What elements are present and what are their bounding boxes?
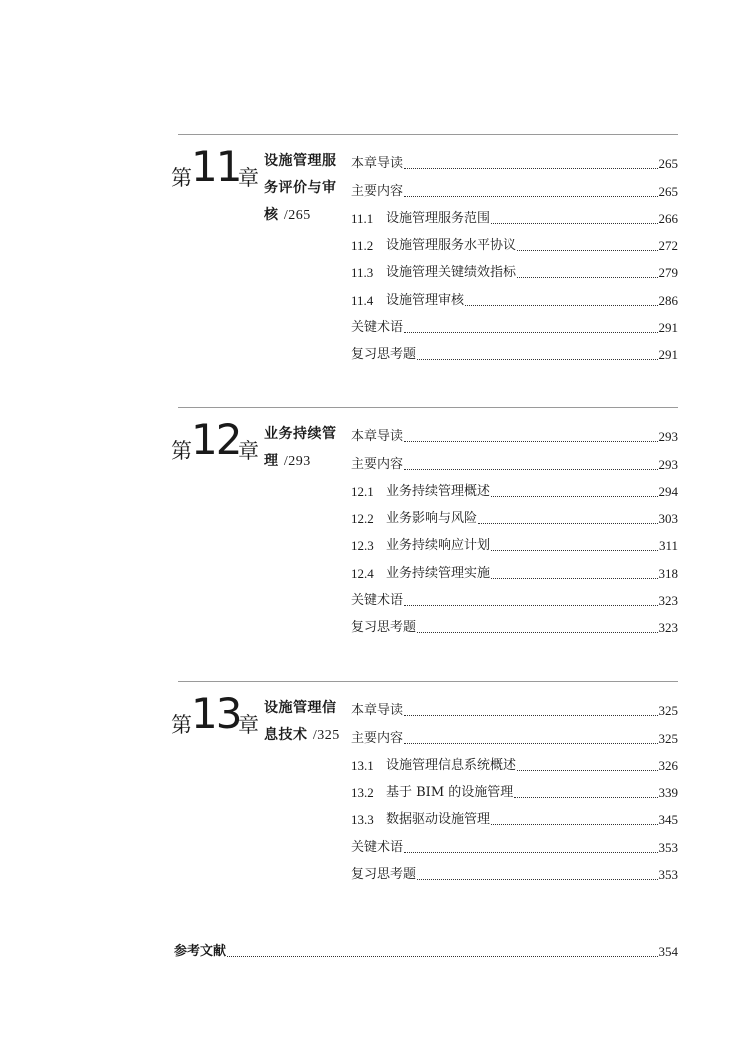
chapter-prefix: 第 (171, 166, 192, 190)
chapter-title-page: /325 (312, 728, 340, 743)
toc-entry[interactable] (351, 282, 678, 309)
toc-entry[interactable] (351, 610, 678, 637)
entry-label: 复习思考题 (351, 867, 417, 883)
leader-dots (517, 250, 657, 251)
leader-dots (491, 223, 657, 224)
entry-label: 复习思考题 (351, 620, 417, 636)
section-number: 13.3 (351, 812, 374, 828)
entry-label: 业务持续管理实施 (386, 565, 491, 581)
entry-page: 265 (658, 183, 678, 199)
entry-label: 业务持续响应计划 (386, 538, 491, 554)
entry-label: 复习思考题 (351, 347, 417, 363)
entry-page: 311 (658, 538, 678, 554)
toc-entry[interactable] (351, 829, 678, 856)
entry-label: 本章导读 (351, 429, 404, 445)
section-number: 13.1 (351, 757, 374, 773)
references-entry[interactable] (174, 943, 678, 961)
chapter-title-line: 息技术 (264, 727, 308, 743)
entry-label: 主要内容 (351, 183, 404, 199)
section-number: 12.1 (351, 483, 374, 499)
entry-page: 303 (658, 511, 678, 527)
entry-label: 关键术语 (351, 839, 404, 855)
chapter-title-line: 设施管理服 (264, 153, 337, 169)
entry-page: 353 (658, 839, 678, 855)
chapter-prefix: 第 (171, 713, 192, 737)
chapter-title[interactable] (264, 421, 344, 475)
chapter-prefix: 第 (171, 439, 192, 463)
leader-dots (417, 359, 657, 360)
chapter-12 (0, 407, 750, 677)
toc-entry[interactable] (351, 720, 678, 747)
leader-dots (465, 305, 657, 306)
entry-page: 291 (658, 347, 678, 363)
section-number: 11.1 (351, 210, 374, 226)
chapter-divider (178, 407, 678, 408)
chapter-divider (178, 681, 678, 682)
toc-entry[interactable] (351, 255, 678, 282)
leader-dots (404, 332, 657, 333)
entry-page: 294 (658, 483, 678, 499)
references-label: 参考文献 (174, 944, 227, 959)
section-number: 12.2 (351, 511, 374, 527)
chapter-suffix: 章 (238, 439, 259, 463)
chapter-11 (0, 134, 750, 404)
leader-dots (404, 196, 657, 197)
leader-dots (404, 743, 657, 744)
chapter-heading (171, 142, 263, 196)
chapter-heading (171, 689, 263, 743)
entry-page: 293 (658, 456, 678, 472)
toc-entry[interactable] (351, 228, 678, 255)
leader-dots (491, 578, 657, 579)
leader-dots (404, 441, 657, 442)
toc-entry[interactable] (351, 555, 678, 582)
entry-label: 关键术语 (351, 320, 404, 336)
entry-label: 主要内容 (351, 456, 404, 472)
leader-dots (404, 168, 657, 169)
toc-entry[interactable] (351, 419, 678, 446)
entry-page: 286 (658, 292, 678, 308)
section-number: 12.3 (351, 538, 374, 554)
section-number: 11.2 (351, 238, 374, 254)
chapter-title-page: /265 (283, 208, 311, 223)
entry-label: 设施管理关键绩效指标 (386, 265, 517, 281)
toc-entry[interactable] (351, 474, 678, 501)
toc-entry[interactable] (351, 337, 678, 364)
chapter-number: 12 (191, 415, 241, 464)
chapter-title[interactable] (264, 695, 344, 749)
toc-entry[interactable] (351, 857, 678, 884)
entry-label: 本章导读 (351, 703, 404, 719)
entry-label: 数据驱动设施管理 (386, 812, 491, 828)
chapter-number: 13 (191, 689, 241, 738)
toc-entry[interactable] (351, 748, 678, 775)
chapter-divider (178, 134, 678, 135)
entry-page: 323 (658, 620, 678, 636)
entry-page: 345 (658, 812, 678, 828)
leader-dots (417, 632, 657, 633)
leader-dots (491, 824, 657, 825)
toc-entry[interactable] (351, 528, 678, 555)
toc-entry[interactable] (351, 201, 678, 228)
toc-entry[interactable] (351, 446, 678, 473)
entry-page: 318 (658, 565, 678, 581)
leader-dots (404, 715, 657, 716)
section-number: 13.2 (351, 785, 374, 801)
chapter-title-line: 设施管理信 (264, 700, 337, 716)
entry-label: 基于 BIM 的设施管理 (386, 785, 514, 801)
entry-page: 265 (658, 156, 678, 172)
entry-page: 266 (658, 210, 678, 226)
chapter-suffix: 章 (238, 713, 259, 737)
toc-entries (351, 146, 678, 364)
toc-entries (351, 693, 678, 884)
entry-label: 设施管理服务范围 (386, 210, 491, 226)
leader-dots (417, 879, 657, 880)
section-number: 11.4 (351, 292, 374, 308)
leader-dots (404, 852, 657, 853)
toc-entry[interactable] (351, 173, 678, 200)
chapter-title-line: 业务持续管 (264, 426, 337, 442)
entry-page: 325 (658, 703, 678, 719)
references-page: 354 (658, 944, 678, 959)
toc-entry[interactable] (351, 775, 678, 802)
leader-dots (404, 605, 657, 606)
entry-label: 业务持续管理概述 (386, 483, 491, 499)
chapter-title-line: 核 (264, 207, 279, 223)
chapter-number: 11 (191, 142, 241, 191)
entry-label: 设施管理信息系统概述 (386, 757, 517, 773)
toc-entry[interactable] (351, 583, 678, 610)
chapter-heading (171, 415, 263, 469)
entry-page: 326 (658, 757, 678, 773)
entry-page: 339 (658, 785, 678, 801)
chapter-suffix: 章 (238, 166, 259, 190)
entry-page: 272 (658, 238, 678, 254)
entry-label: 关键术语 (351, 593, 404, 609)
leader-dots (517, 770, 657, 771)
entry-page: 279 (658, 265, 678, 281)
section-number: 11.3 (351, 265, 374, 281)
entry-page: 325 (658, 730, 678, 746)
chapter-title-page: /293 (283, 454, 311, 469)
entry-page: 293 (658, 429, 678, 445)
entry-label: 设施管理审核 (386, 292, 465, 308)
toc-entry[interactable] (351, 501, 678, 528)
leader-dots (478, 523, 657, 524)
entry-page: 323 (658, 593, 678, 609)
entry-page: 291 (658, 320, 678, 336)
entry-label: 业务影响与风险 (386, 511, 478, 527)
section-number: 12.4 (351, 565, 374, 581)
chapter-title[interactable] (264, 148, 344, 229)
toc-entry[interactable] (351, 146, 678, 173)
entry-page: 353 (658, 867, 678, 883)
entry-label: 本章导读 (351, 156, 404, 172)
chapter-13 (0, 681, 750, 951)
entry-label: 主要内容 (351, 730, 404, 746)
toc-entry[interactable] (351, 693, 678, 720)
leader-dots (491, 496, 657, 497)
toc-entry[interactable] (351, 310, 678, 337)
chapter-title-line: 理 (264, 453, 279, 469)
chapter-title-line: 务评价与审 (264, 180, 337, 196)
leader-dots (404, 469, 657, 470)
toc-entry[interactable] (351, 802, 678, 829)
leader-dots (227, 956, 657, 957)
leader-dots (517, 277, 657, 278)
leader-dots (491, 550, 658, 551)
entry-label: 设施管理服务水平协议 (386, 238, 517, 254)
leader-dots (514, 797, 657, 798)
toc-entries (351, 419, 678, 637)
